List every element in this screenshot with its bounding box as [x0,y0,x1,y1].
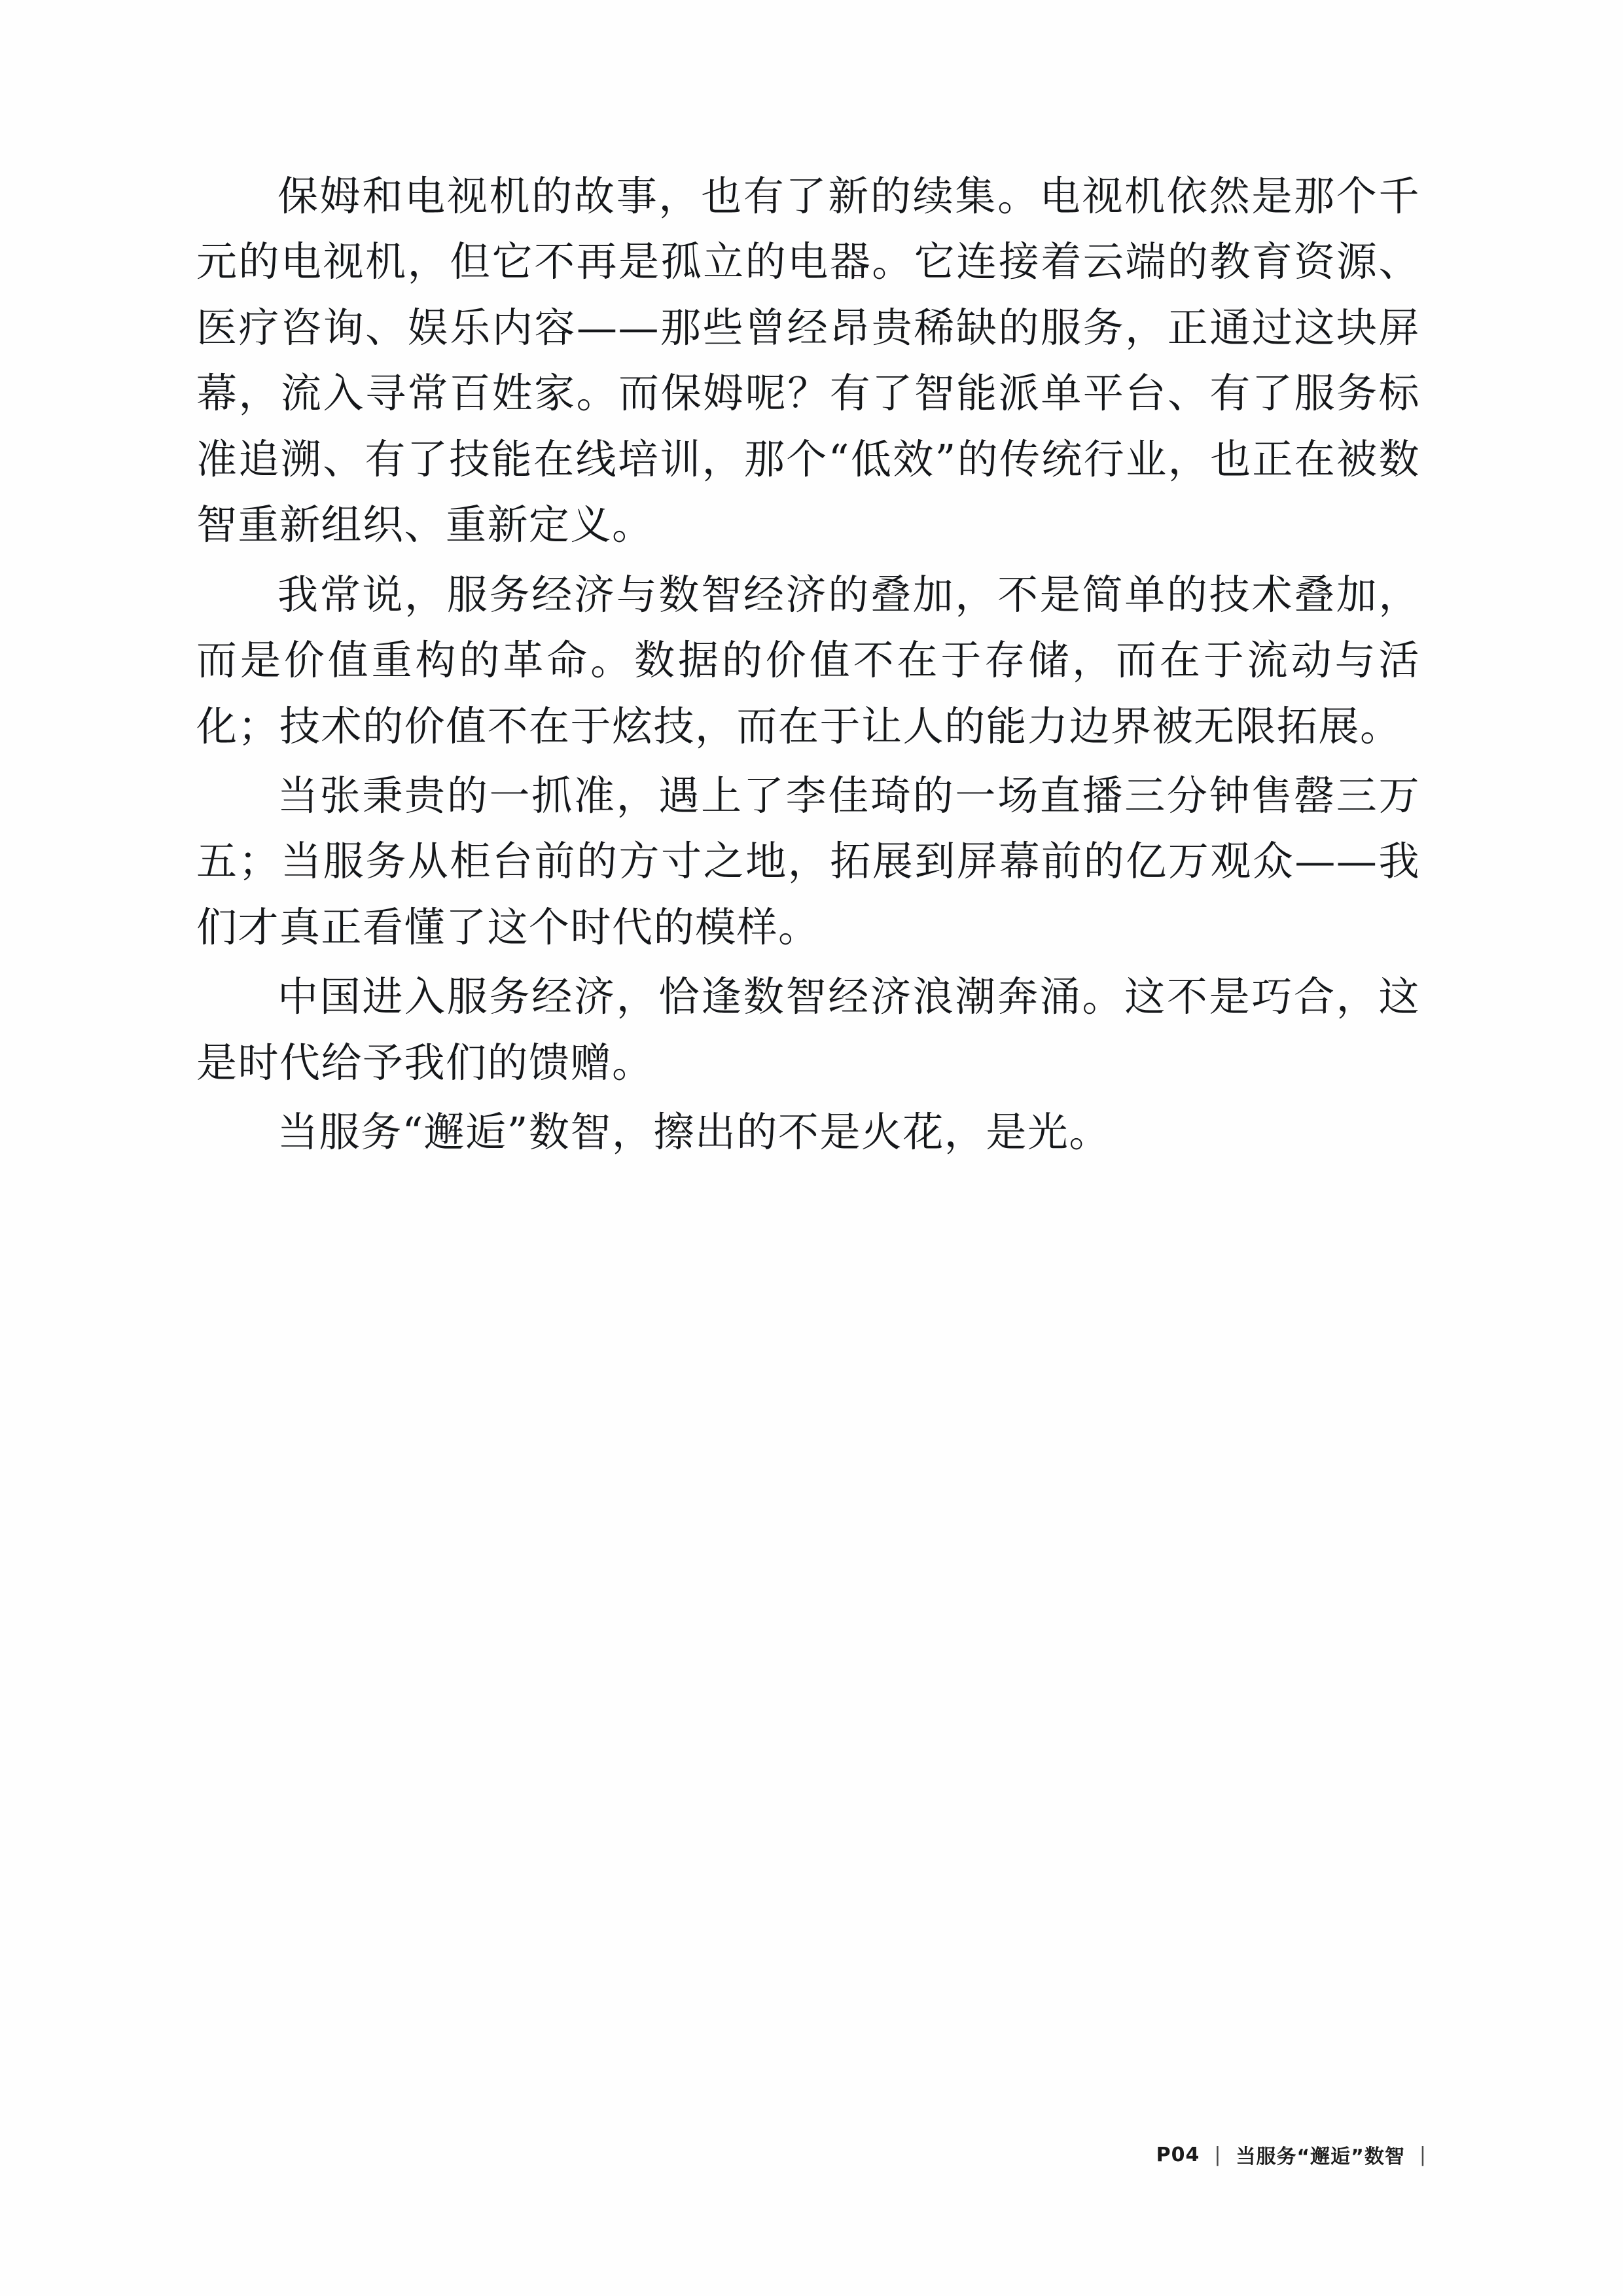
footer-article-title: 当服务“邂逅”数智 [1236,2145,1405,2168]
paragraph: 我常说，服务经济与数智经济的叠加，不是简单的技术叠加，而是价值重构的革命。数据的价值不在于存储，而在于流动与活化；技术的价值不在于炫技，而在于让人的能力边界被无限拓展。 [196,570,1420,750]
footer-separator-right: | [1419,2143,1427,2166]
paragraph: 当张秉贵的一抓准，遇上了李佳琦的一场直播三分钟售罄三万五；当服务从柜台前的方寸之地，拓展到屏幕前的亿万观众——我们才真正看懂了这个时代的模样。 [196,771,1420,951]
footer-separator-left: | [1214,2143,1222,2166]
paragraph: 中国进入服务经济，恰逢数智经济浪潮奔涌。这不是巧合，这是时代给予我们的馈赠。 [196,973,1420,1086]
paragraph: 当服务“邂逅”数智，擦出的不是火花，是光。 [277,1108,1111,1157]
page-footer [0,2140,1623,2179]
footer-page-number: P04 [1156,2143,1200,2166]
footer-content [1156,2140,1427,2169]
article-body [196,164,1420,1170]
paragraph: 保姆和电视机的故事，也有了新的续集。电视机依然是那个千元的电视机，但它不再是孤立的电器。它连接着云端的教育资源、医疗咨询、娱乐内容——那些曾经昂贵稀缺的服务，正通过这块屏幕，流入寻常百姓家。而保姆呢？有了智能派单平台、有了服务标准追溯、有了技能在线培训，那个“低效”的传统行业，也正在被数智重新组织、重新定义。 [196,172,1420,549]
